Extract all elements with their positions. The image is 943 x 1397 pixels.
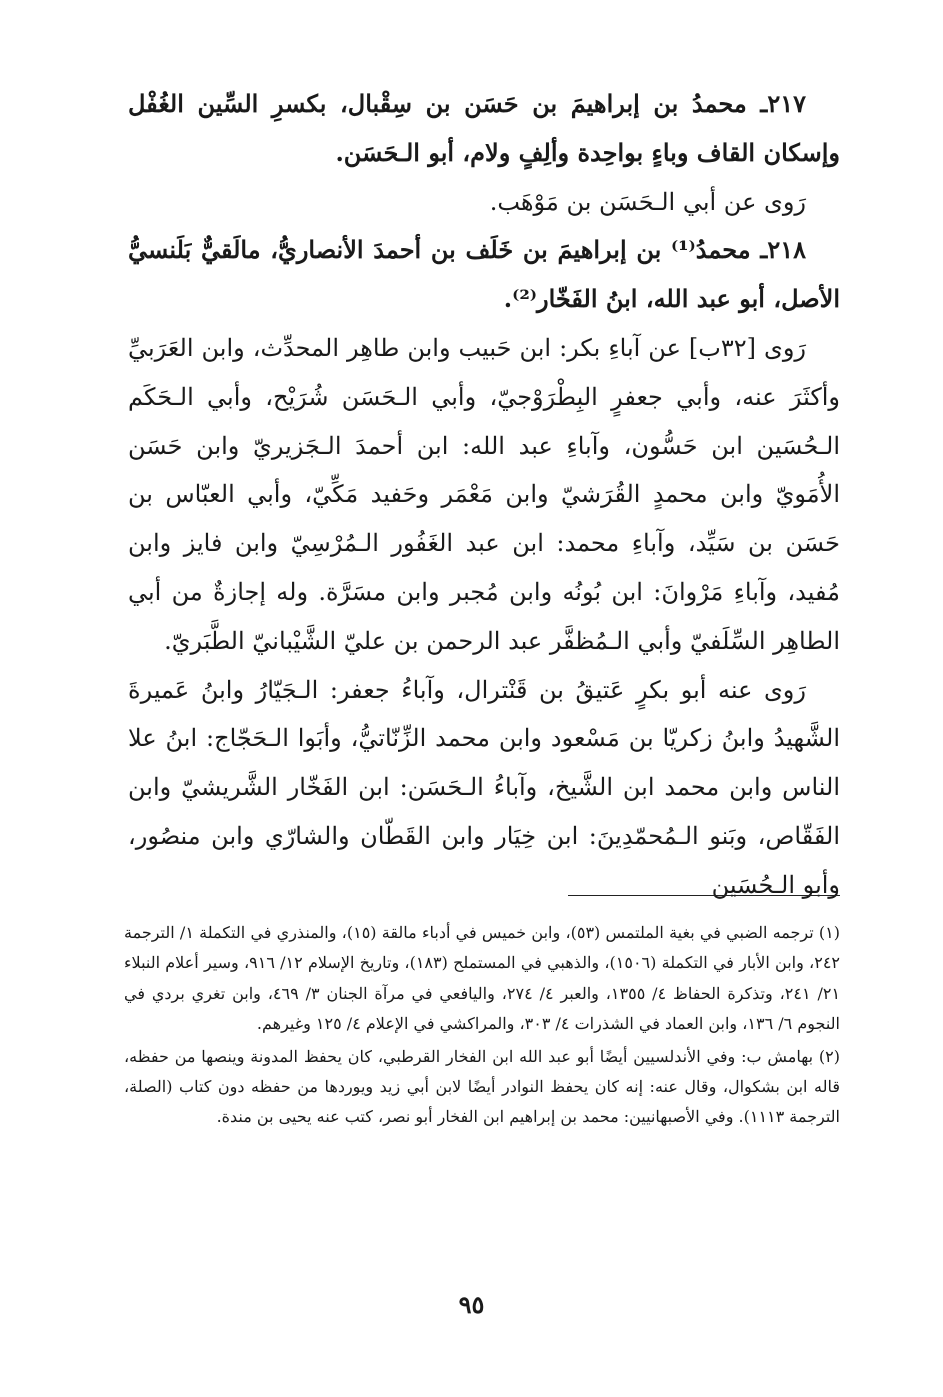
footnote-2: (٢) بهامش ب: وفي الأندلسيين أيضًا أبو عبد الله ابن الفخار القرطبي، كان يحفظ المدونة وينصها من حفظه، قاله ابن بشكوال، وقال عنه: إنه كان يحفظ النوادر أيضًا لابن أبي زيد ويوردها من حفظه دون كتاب (الصلة، الترجمة ١١١٣). وفي الأصبهانيين: محمد بن إبراهيم ابن الفخار أبو نصر، كتب عنه يحيى بن مندة. bbox=[124, 1046, 840, 1127]
entry-218-students: رَوى عنه أبو بكرٍ عَتيقُ بن قَنْترال، وآباءُ جعفر: الـجَيّارُ وابنُ عَميرةَ الشَّهيدُ وابنُ زكريّا بن مَسْعود وابن محمد الزِّنّاتيُّ، وأبَوا الـحَجّاج: ابنُ علا الناس وابن محمد ابن الشَّيخ، وآباءُ الـحَسَن: ابن الفَخّار الشَّريشيّ وابن الفَقّاص، وبَنو الـمُحمّدِينَ: ابن خِيَار وابن القَطّان والشارّي وابن منصُور، وأبو الـحُسَين bbox=[128, 675, 840, 899]
entry-217-narration: رَوى عن أبي الـحَسَن بن مَوْهَب. bbox=[489, 187, 806, 216]
page-number: ٩٥ bbox=[458, 1290, 485, 1319]
footnote-1: (١) ترجمه الضبي في بغية الملتمس (٥٣)، وابن خميس في أدباء مالقة (١٥)، والمنذري في التكملة ١/ الترجمة ٢٤٢، وابن الأبار في التكملة (١٥٠٦)، والذهبي في المستملح (١٨٣)، وتاريخ الإسلام ١٢/ ٩١٦، وسير أعلام النبلاء ٢١/ ٢٤١، وتذكرة الحفاظ ٤/ ١٣٥٥، والعبر ٤/ ٢٧٤، واليافعي في مرآة الجنان ٣/ ٤٦٩، وابن تغري بردي في النجوم ٦/ ١٣٦، وابن العماد في الشذرات ٤/ ٣٠٣، والمراكشي في الإعلام ٤/ ١٢٥ وغيرهم. bbox=[124, 923, 841, 1034]
entry-218-teachers: رَوى [٣٢ب] عن آباءِ بكر: ابن حَبيب وابن طاهِر المحدِّث، وابن العَرَبيِّ وأكثَرَ عنه، وأبي جعفرٍ البِطْرَوْجيّ، وأبي الـحَسَن شُرَيْح، وأبي الـحَكَم الـحُسَين ابن حَسُّون، وآباءِ عبد الله: ابن أحمدَ الـجَزيريّ وابن حَسَن الأُمَويّ وابن محمدٍ القُرَشيّ وابن مَعْمَر وحَفيد مَكِّيّ، وأبي العبّاس بن حَسَن بن سَيِّد، وآباءِ محمد: ابن عبد الغَفُور الـمُرْسِيّ وابن فايز وابن مُفيد، وآباءِ مَرْوانَ: ابن بُونُه وابن مُجبر وابن مسَرَّة. وله إجازةٌ من أبي الطاهِر السِّلَفيّ وأبي الـمُظفَّر عبد الرحمن بن عليّ الشَّيْبانيّ الطَّبَريّ. bbox=[128, 333, 840, 655]
entry-217-heading: ٢١٧ـ محمدُ بن إبراهيمَ بن حَسَن بن سِقْبال، بكسرِ السِّين الغُفْل وإسكان القاف وباءٍ بواحِدة وألِفٍ ولام، أبو الـحَسَن. bbox=[128, 89, 840, 167]
entry-218-heading: ٢١٨ـ محمدُ⁽¹⁾ بن إبراهيمَ بن خَلَف بن أحمدَ الأنصاريُّ، مالَقيٌّ بَلَنسيُّ الأصل، أبو عبد الله، ابنُ الفَخّار⁽²⁾. bbox=[128, 235, 840, 314]
main-text bbox=[128, 80, 840, 910]
footnotes bbox=[124, 918, 840, 1133]
footnote-separator bbox=[568, 895, 840, 896]
